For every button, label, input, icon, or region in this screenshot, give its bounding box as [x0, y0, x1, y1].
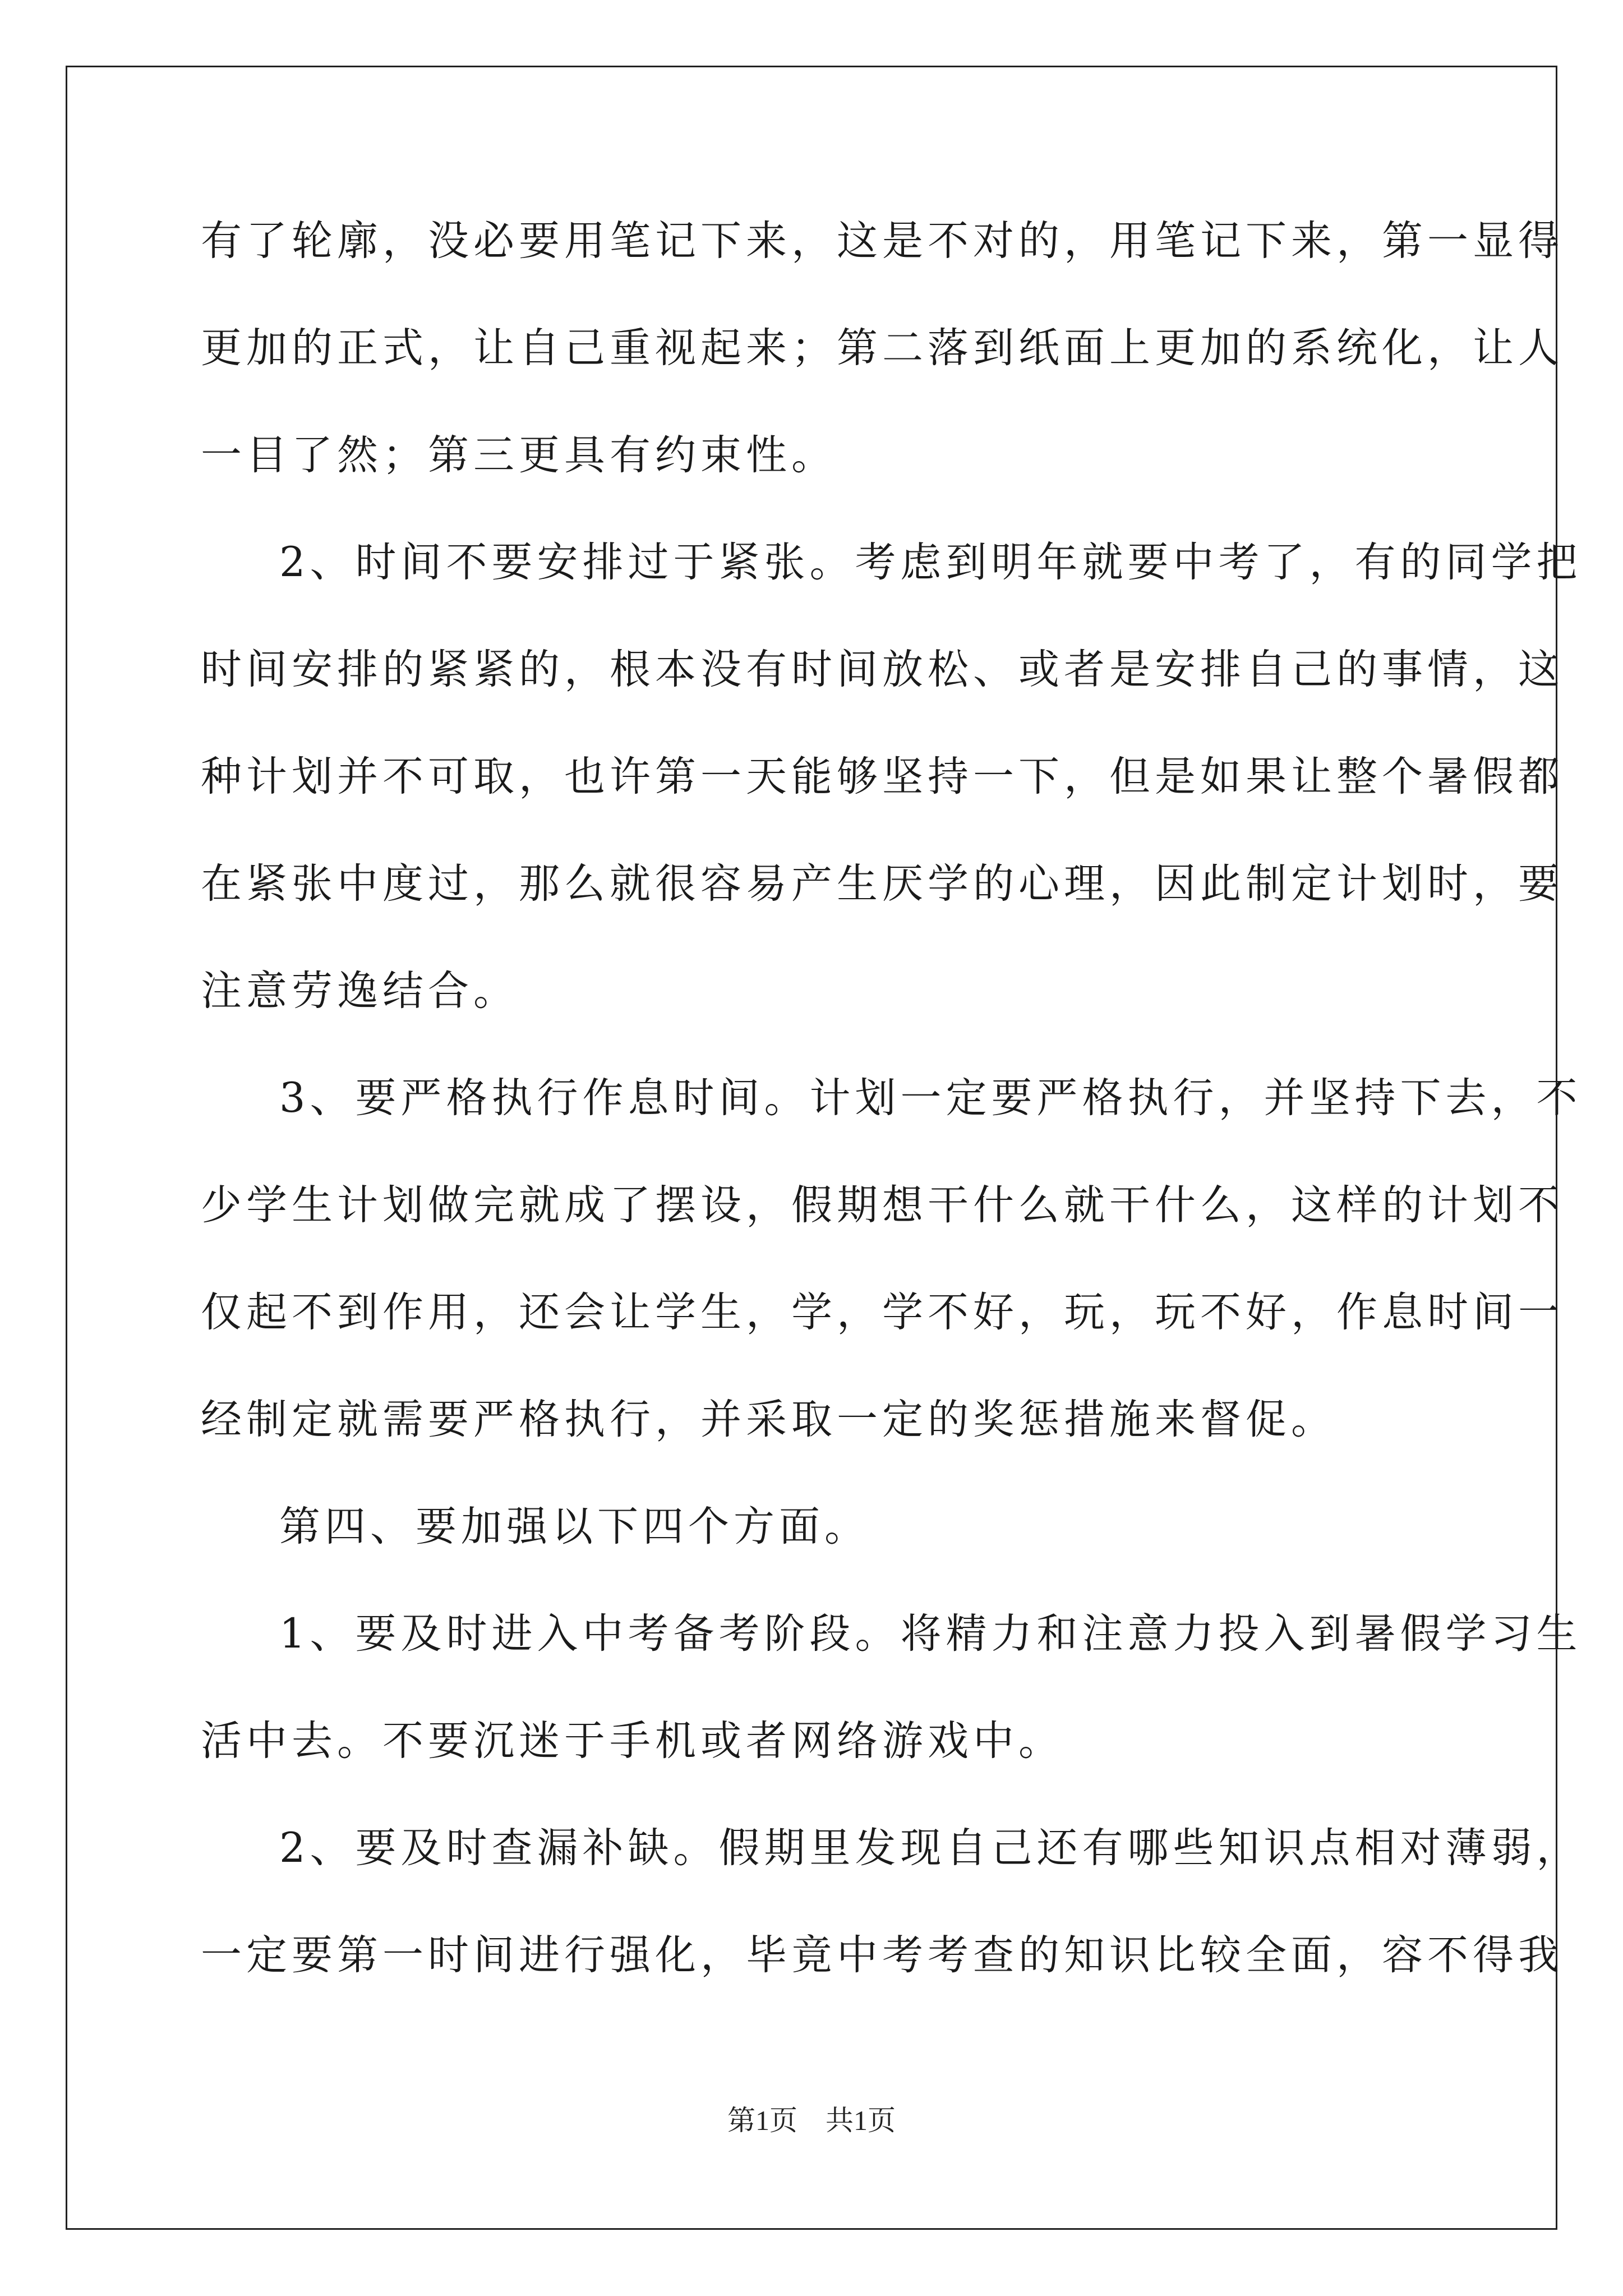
text-line-10: 少学生计划做完就成了摆设，假期想干什么就干什么，这样的计划不 — [201, 1181, 1564, 1229]
text-line-15: 活中去。不要沉迷于手机或者网络游戏中。 — [201, 1717, 1064, 1765]
text-line-1: 有了轮廓，没必要用笔记下来，这是不对的，用笔记下来，第一显得 — [201, 217, 1564, 265]
text-line-9: 3、要严格执行作息时间。计划一定要严格执行，并坚持下去，不 — [279, 1074, 1582, 1122]
text-line-17: 一定要第一时间进行强化，毕竟中考考查的知识比较全面，容不得我 — [201, 1931, 1564, 1979]
document-body — [201, 213, 1582, 2035]
text-line-3: 一目了然；第三更具有约束性。 — [201, 431, 837, 479]
text-line-14: 1、要及时进入中考备考阶段。将精力和注意力投入到暑假学习生 — [279, 1610, 1582, 1658]
text-line-8: 注意劳逸结合。 — [201, 967, 519, 1015]
text-line-4: 2、时间不要安排过于紧张。考虑到明年就要中考了，有的同学把 — [279, 539, 1582, 586]
page-footer: 第1页 共1页 — [727, 2105, 896, 2136]
text-line-6: 种计划并不可取，也许第一天能够坚持一下，但是如果让整个暑假都 — [201, 753, 1564, 800]
text-line-5: 时间安排的紧紧的，根本没有时间放松、或者是安排自己的事情，这 — [201, 646, 1564, 693]
text-line-16: 2、要及时查漏补缺。假期里发现自己还有哪些知识点相对薄弱， — [279, 1824, 1582, 1872]
text-line-12: 经制定就需要严格执行，并采取一定的奖惩措施来督促。 — [201, 1396, 1336, 1443]
text-line-2: 更加的正式，让自己重视起来；第二落到纸面上更加的系统化，让人 — [201, 324, 1564, 372]
text-line-11: 仅起不到作用，还会让学生，学，学不好，玩，玩不好，作息时间一 — [201, 1289, 1564, 1336]
text-line-13: 第四、要加强以下四个方面。 — [279, 1503, 870, 1550]
text-line-7: 在紧张中度过，那么就很容易产生厌学的心理，因此制定计划时，要 — [201, 860, 1564, 908]
